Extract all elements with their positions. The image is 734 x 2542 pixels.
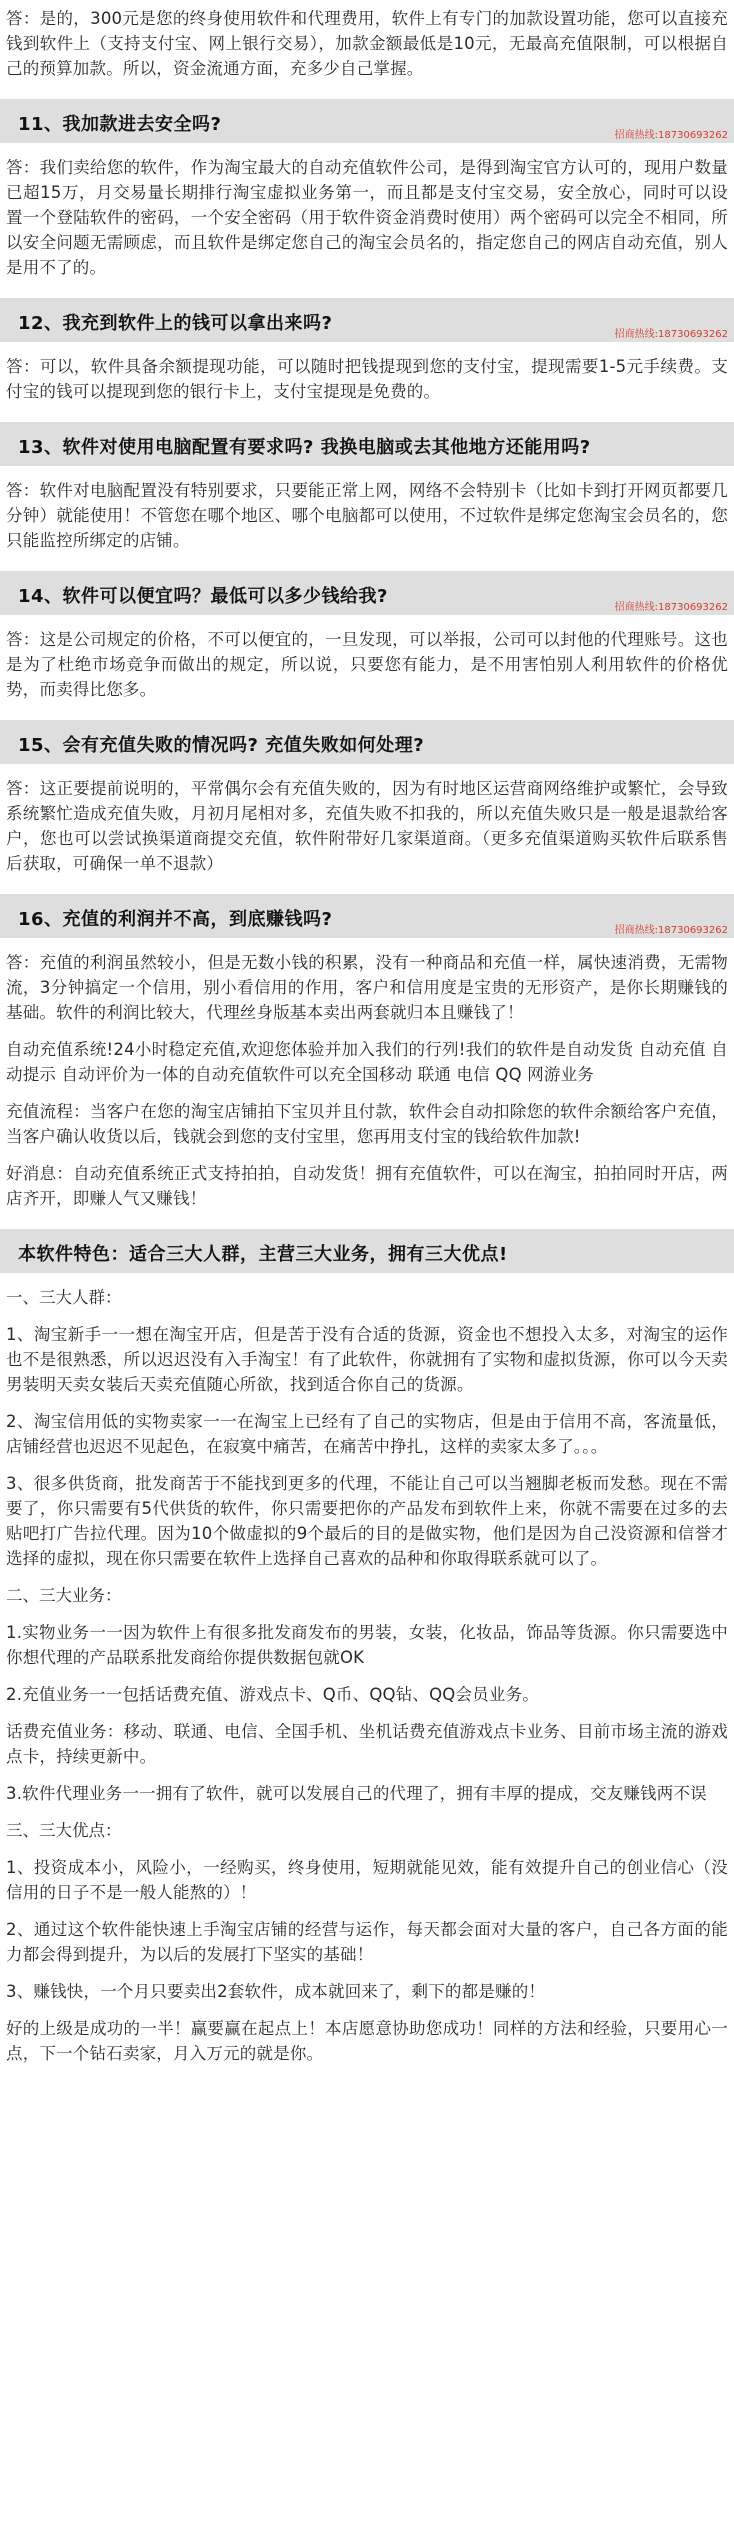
closing-paragraph: 好的上级是成功的一半！赢要赢在起点上！本店愿意协助您成功！同样的方法和经验，只要用心一点，下一个钻石卖家，月入万元的就是你。 (6, 2019, 728, 2063)
hotline-label: 招商热线:18730693262 (614, 329, 728, 340)
faq-answer-16: 答：充值的利润虽然较小，但是无数小钱的积累，没有一种商品和充值一样，属快速消费，无需物流，3分钟搞定一个信用，别小看信用的作用，客户和信用度是宝贵的无形资产，是你长期赚钱的基础。软件的利润比较大，代理丝身版基本卖出两套就归本且赚钱了！ (6, 953, 728, 1022)
list-item: 话费充值业务：移动、联通、电信、全国手机、坐机话费充值游戏点卡业务、目前市场主流的游戏点卡，持续更新中。 (6, 1722, 728, 1766)
auto-recharge-paragraph: 自动充值系统!24小时稳定充值,欢迎您体验并加入我们的行列!我们的软件是自动发货 自动充值 自动提示 自动评价为一体的自动充值软件可以充全国移动 联通 电信 QQ 网游业务 (6, 1040, 728, 1084)
recharge-flow-paragraph: 充值流程：当客户在您的淘宝店铺拍下宝贝并且付款，软件会自动扣除您的软件余额给客户充值，当客户确认收货以后，钱就会到您的支付宝里，您再用支付宝的钱给软件加款! (6, 1102, 728, 1146)
faq-question-11: 11、我加款进去安全吗? (18, 114, 222, 135)
good-news-paragraph: 好消息：自动充值系统正式支持拍拍，自动发货！拥有充值软件，可以在淘宝，拍拍同时开店，两店齐开，即赚人气又赚钱！ (6, 1164, 728, 1208)
faq-answer-11: 答：我们卖给您的软件，作为淘宝最大的自动充值软件公司，是得到淘宝官方认可的，现用户数量已超15万，月交易量长期排行淘宝虚拟业务第一，而且都是支付宝交易，安全放心，同时可以设置一个登陆软件的密码，一个安全密码（用于软件资金消费时使用）两个密码可以完全不相同，所以安全问题无需顾虑，而且软件是绑定您自己的淘宝会员名的，指定您自己的网店自动充值，别人是用不了的。 (6, 158, 728, 277)
faq-header-13 (0, 422, 734, 466)
faq-answer-14: 答：这是公司规定的价格，不可以便宜的，一旦发现，可以举报，公司可以封他的代理账号。这也是为了杜绝市场竞争而做出的规定，所以说，只要您有能力，是不用害怕别人利用软件的价格优势，而卖得比您多。 (6, 630, 728, 699)
list-item: 1.实物业务一一因为软件上有很多批发商发布的男装，女装，化妆品，饰品等货源。你只需要选中你想代理的产品联系批发商给你提供数据包就OK (6, 1623, 728, 1667)
list-item: 2.充值业务一一包括话费充值、游戏点卡、Q币、QQ钻、QQ会员业务。 (6, 1685, 539, 1704)
faq-answer-15: 答：这正要提前说明的，平常偶尔会有充值失败的，因为有时地区运营商网络维护或繁忙，会导致系统繁忙造成充值失败，月初月尾相对多，充值失败不扣我的，所以充值失败只是一般是退款给客户，您也可以尝试换渠道商提交充值，软件附带好几家渠道商。（更多充值渠道购买软件后联系售后获取，可确保一单不退款） (6, 779, 728, 873)
faq-answer-13: 答：软件对电脑配置没有特别要求，只要能正常上网，网络不会特别卡（比如卡到打开网页都要几分钟）就能使用！不管您在哪个地区、哪个电脑都可以使用，不过软件是绑定您淘宝会员名的，您只能监控所绑定的店铺。 (6, 481, 728, 550)
feature-header (0, 1229, 734, 1273)
section-title-groups: 一、三大人群： (6, 1288, 122, 1307)
list-item: 1、淘宝新手一一想在淘宝开店，但是苦于没有合适的货源，资金也不想投入太多，对淘宝的运作也不是很熟悉，所以迟迟没有入手淘宝！有了此软件，你就拥有了实物和虚拟货源，你可以今天卖男装明天卖女装后天卖充值随心所欲，找到适合你自己的货源。 (6, 1325, 728, 1394)
list-item: 1、投资成本小，风险小，一经购买，终身使用，短期就能见效，能有效提升自己的创业信心（没信用的日子不是一般人能熬的）！ (6, 1858, 728, 1902)
faq-question-15: 15、会有充值失败的情况吗? 充值失败如何处理? (18, 735, 425, 756)
faq-header-16 (0, 894, 734, 938)
section-title-business: 二、三大业务： (6, 1586, 122, 1605)
faq-header-15 (0, 720, 734, 764)
faq-answer-12: 答：可以，软件具备余额提现功能，可以随时把钱提现到您的支付宝，提现需要1-5元手续费。支付宝的钱可以提现到您的银行卡上，支付宝提现是免费的。 (6, 357, 728, 401)
faq-question-12: 12、我充到软件上的钱可以拿出来吗? (18, 313, 333, 334)
hotline-label: 招商热线:18730693262 (614, 925, 728, 936)
faq-header-11 (0, 99, 734, 143)
list-item: 3.软件代理业务一一拥有了软件，就可以发展自己的代理了，拥有丰厚的提成，交友赚钱两不误 (6, 1784, 707, 1803)
list-item: 3、赚钱快，一个月只要卖出2套软件，成本就回来了，剩下的都是赚的！ (6, 1982, 546, 2001)
faq-question-14: 14、软件可以便宜吗？最低可以多少钱给我? (18, 586, 388, 607)
faq-question-13: 13、软件对使用电脑配置有要求吗? 我换电脑或去其他地方还能用吗? (18, 437, 591, 458)
faq-header-14 (0, 571, 734, 615)
hotline-label: 招商热线:18730693262 (614, 602, 728, 613)
faq-header-12 (0, 298, 734, 342)
intro-answer: 答：是的，300元是您的终身使用软件和代理费用，软件上有专门的加款设置功能，您可以直接充钱到软件上（支持支付宝、网上银行交易），加款金额最低是10元，无最高充值限制，可以根据自己的预算加款。所以，资金流通方面，充多少自己掌握。 (6, 9, 728, 78)
faq-question-16: 16、充值的利润并不高，到底赚钱吗? (18, 909, 333, 930)
list-item: 2、通过这个软件能快速上手淘宝店铺的经营与运作，每天都会面对大量的客户，自己各方面的能力都会得到提升，为以后的发展打下坚实的基础！ (6, 1920, 728, 1964)
section-title-advantages: 三、三大优点： (6, 1821, 122, 1840)
list-item: 3、很多供货商，批发商苦于不能找到更多的代理，不能让自己可以当翘脚老板而发愁。现在不需要了，你只需要有5代供货的软件，你只需要把你的产品发布到软件上来，你就不需要在过多的去贴吧打广告拉代理。因为10个做虚拟的9个最后的目的是做实物，他们是因为自己没资源和信誉才选择的虚拟，现在你只需要在软件上选择自己喜欢的品种和你取得联系就可以了。 (6, 1474, 728, 1568)
feature-title: 本软件特色：适合三大人群，主营三大业务，拥有三大优点! (18, 1244, 508, 1265)
list-item: 2、淘宝信用低的实物卖家一一在淘宝上已经有了自己的实物店，但是由于信用不高，客流量低，店铺经营也迟迟不见起色，在寂寞中痛苦，在痛苦中挣扎，这样的卖家太多了。。。 (6, 1412, 728, 1456)
hotline-label: 招商热线:18730693262 (614, 130, 728, 141)
